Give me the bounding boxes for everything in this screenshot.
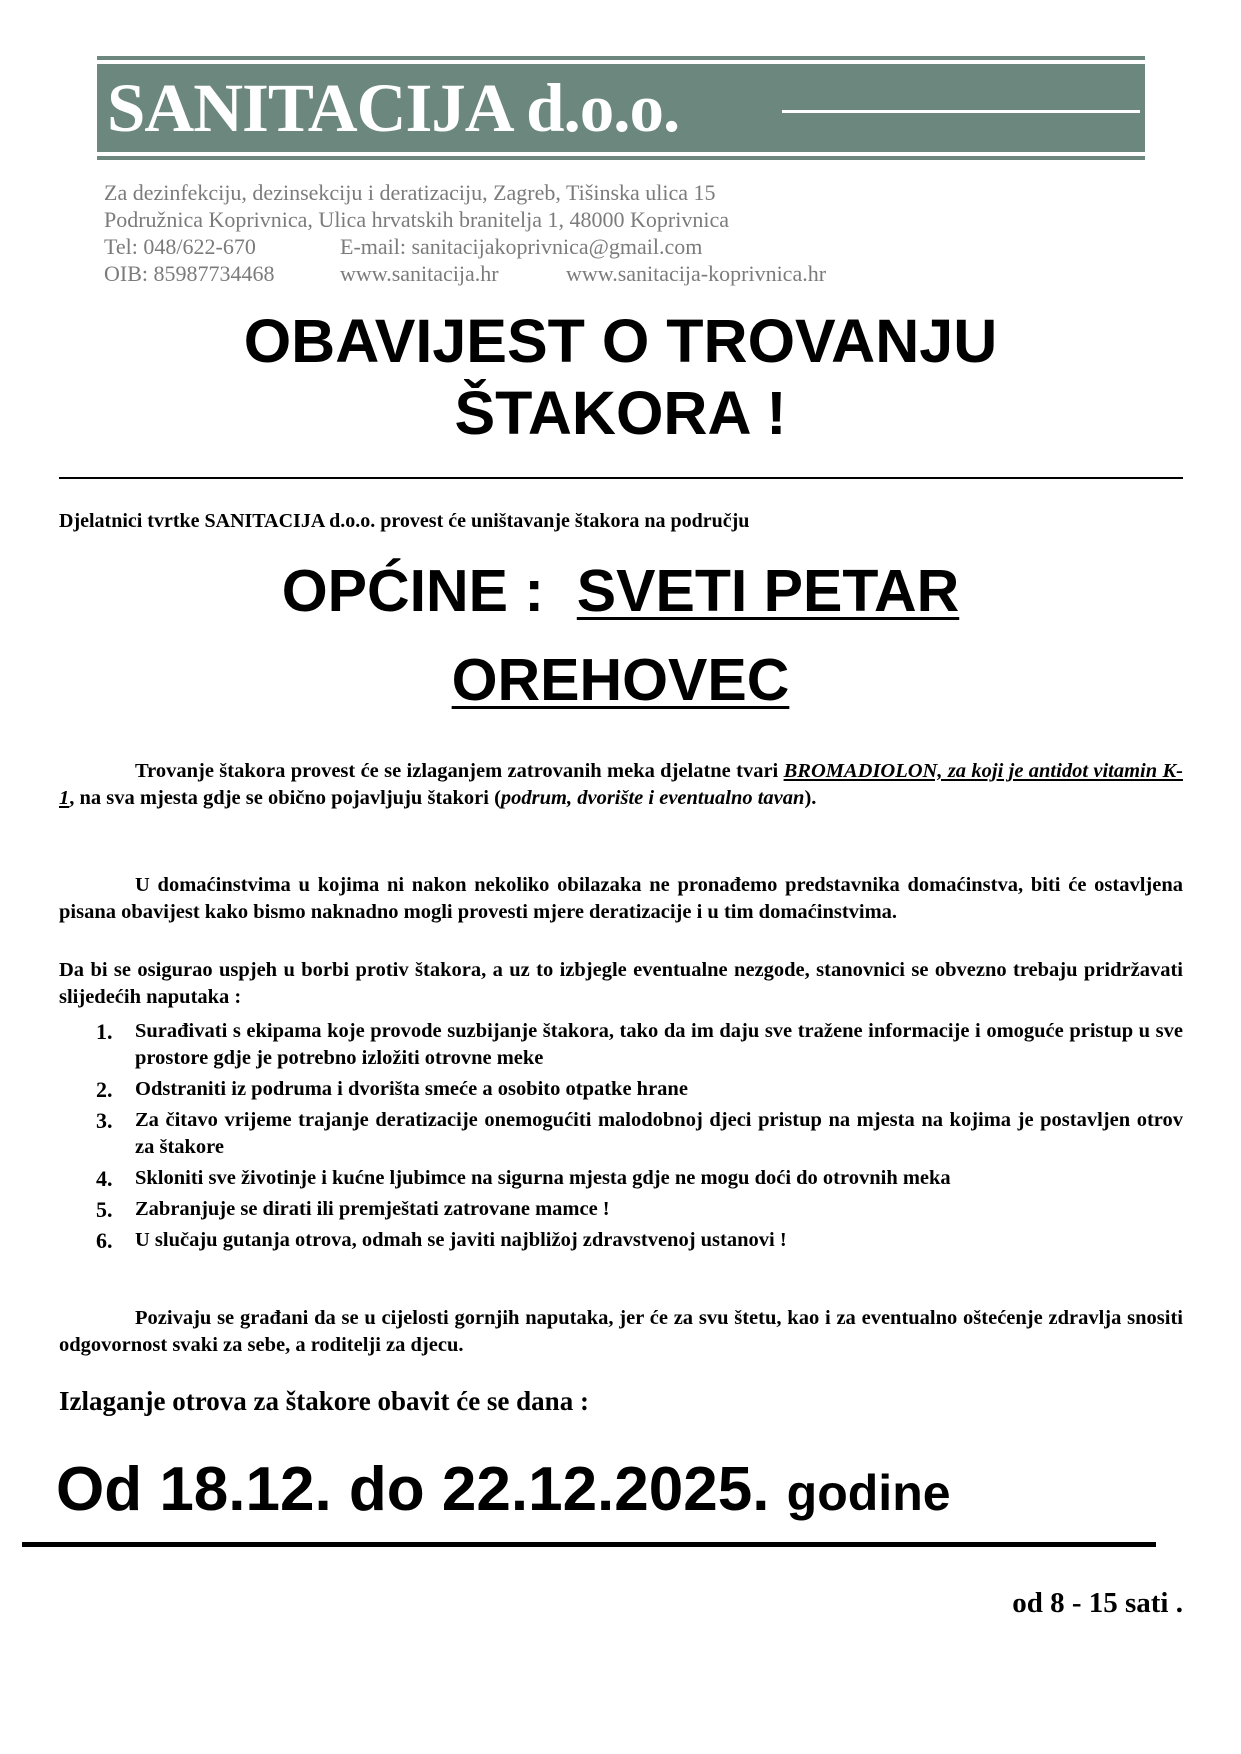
list-item-text: U slučaju gutanja otrova, odmah se javiti najbližoj zdravstvenoj ustanovi !	[135, 1229, 787, 1251]
paragraph-text: Trovanje štakora provest će se izlaganjem zatrovanih meka djelatne tvari	[135, 760, 784, 782]
company-name: SANITACIJA d.o.o.	[107, 70, 680, 146]
places-text: podrum, dvorište i eventualno tavan	[500, 787, 805, 809]
list-item-text: Zabranjuje se dirati ili premještati zatrovane mamce !	[135, 1198, 610, 1220]
company-banner	[97, 64, 1145, 152]
contact-phone: Tel: 048/622-670	[104, 234, 256, 259]
paragraph-poison-info	[59, 758, 1183, 812]
banner-bottom-rule	[97, 156, 1145, 160]
contact-line-1: Za dezinfekciju, dezinsekciju i deratizaciju, Zagreb, Tišinska ulica 15	[104, 180, 716, 205]
list-item	[59, 1227, 1183, 1254]
list-item-number: 2.	[96, 1077, 113, 1102]
opcine-label: OPĆINE :	[281, 558, 544, 624]
list-item-text: Skloniti sve životinje i kućne ljubimce na sigurna mjesta gdje ne mogu doći do otrovnih meka	[135, 1167, 951, 1189]
notice-title-line-1: OBAVIJEST O TROVANJU	[243, 307, 998, 375]
paragraph-text: ).	[804, 787, 817, 809]
municipality-line-2	[0, 645, 1241, 715]
list-item	[59, 1196, 1183, 1223]
contact-oib: OIB: 85987734468	[104, 261, 275, 286]
paragraph-responsibility: Pozivaju se građani da se u cijelosti gornjih naputaka, jer će za svu štetu, kao i za eventualno oštećenje zdravlja snositi odgovornost svaki za sebe, a roditelji za djecu.	[59, 1307, 1183, 1356]
schedule-label: Izlaganje otrova za štakore obavit će se dana :	[59, 1386, 589, 1416]
contact-website-2: www.sanitacija-koprivnica.hr	[566, 261, 827, 286]
schedule-hours: od 8 - 15 sati .	[1012, 1587, 1183, 1619]
contact-line-2: Podružnica Koprivnica, Ulica hrvatskih branitelja 1, 48000 Koprivnica	[104, 207, 729, 232]
paragraph-text: , na sva mjesta gdje se obično pojavljuju štakori (	[69, 787, 501, 809]
municipality-line-1	[0, 556, 1241, 626]
contact-email: E-mail: sanitacijakoprivnica@gmail.com	[340, 234, 703, 259]
list-item-text: Surađivati s ekipama koje provode suzbijanje štakora, tako da im daju sve tražene informacije i omoguće pristup u sve prostore gdje je potrebno izložiti otrovne meke	[135, 1020, 1183, 1069]
title-divider	[59, 477, 1183, 479]
banner-top-rule	[97, 56, 1145, 60]
paragraph-households: U domaćinstvima u kojima ni nakon nekoliko obilazaka ne pronađemo predstavnika domaćinstva, biti će ostavljena pisana obavijest kako bismo naknadno mogli provesti mjere deratizacije i u tim domaćinstvima.	[59, 874, 1183, 923]
paragraph-instructions-intro: Da bi se osigurao uspjeh u borbi protiv štakora, a uz to izbjegle eventualne nezgode, stanovnici se obvezno trebaju pridržavati slijedećih naputaka :	[59, 959, 1183, 1008]
list-item-text: Odstraniti iz podruma i dvorišta smeće a osobito otpatke hrane	[135, 1078, 688, 1100]
intro-text: Djelatnici tvrtke SANITACIJA d.o.o. provest će uništavanje štakora na području	[59, 510, 750, 532]
dates-underline	[22, 1542, 1156, 1547]
contact-website-1: www.sanitacija.hr	[340, 261, 499, 286]
list-item-number: 1.	[96, 1019, 113, 1044]
list-item	[59, 1165, 1183, 1192]
list-item	[59, 1076, 1183, 1103]
substance-name: BROMADIOLON, za koji je antidot vitamin K-1	[59, 760, 1183, 809]
municipality-name-1: SVETI PETAR	[576, 558, 960, 624]
list-item-text: Za čitavo vrijeme trajanje deratizacije onemogućiti malodobnoj djeci pristup na mjesta na kojima je postavljen otrov za štakore	[135, 1109, 1183, 1158]
banner-decorative-line	[782, 110, 1140, 113]
list-item-number: 3.	[96, 1108, 113, 1133]
notice-title-line-2: ŠTAKORA !	[454, 379, 787, 447]
schedule-dates	[56, 1450, 951, 1533]
municipality-name-2: OREHOVEC	[451, 647, 790, 713]
date-range: Od 18.12. do 22.12.2025.	[56, 1455, 770, 1524]
list-item-number: 4.	[96, 1166, 113, 1191]
list-item	[59, 1107, 1183, 1161]
instruction-list	[59, 1018, 1183, 1258]
list-item-number: 6.	[96, 1228, 113, 1253]
list-item-number: 5.	[96, 1197, 113, 1222]
godine-label: godine	[786, 1465, 951, 1521]
list-item	[59, 1018, 1183, 1072]
